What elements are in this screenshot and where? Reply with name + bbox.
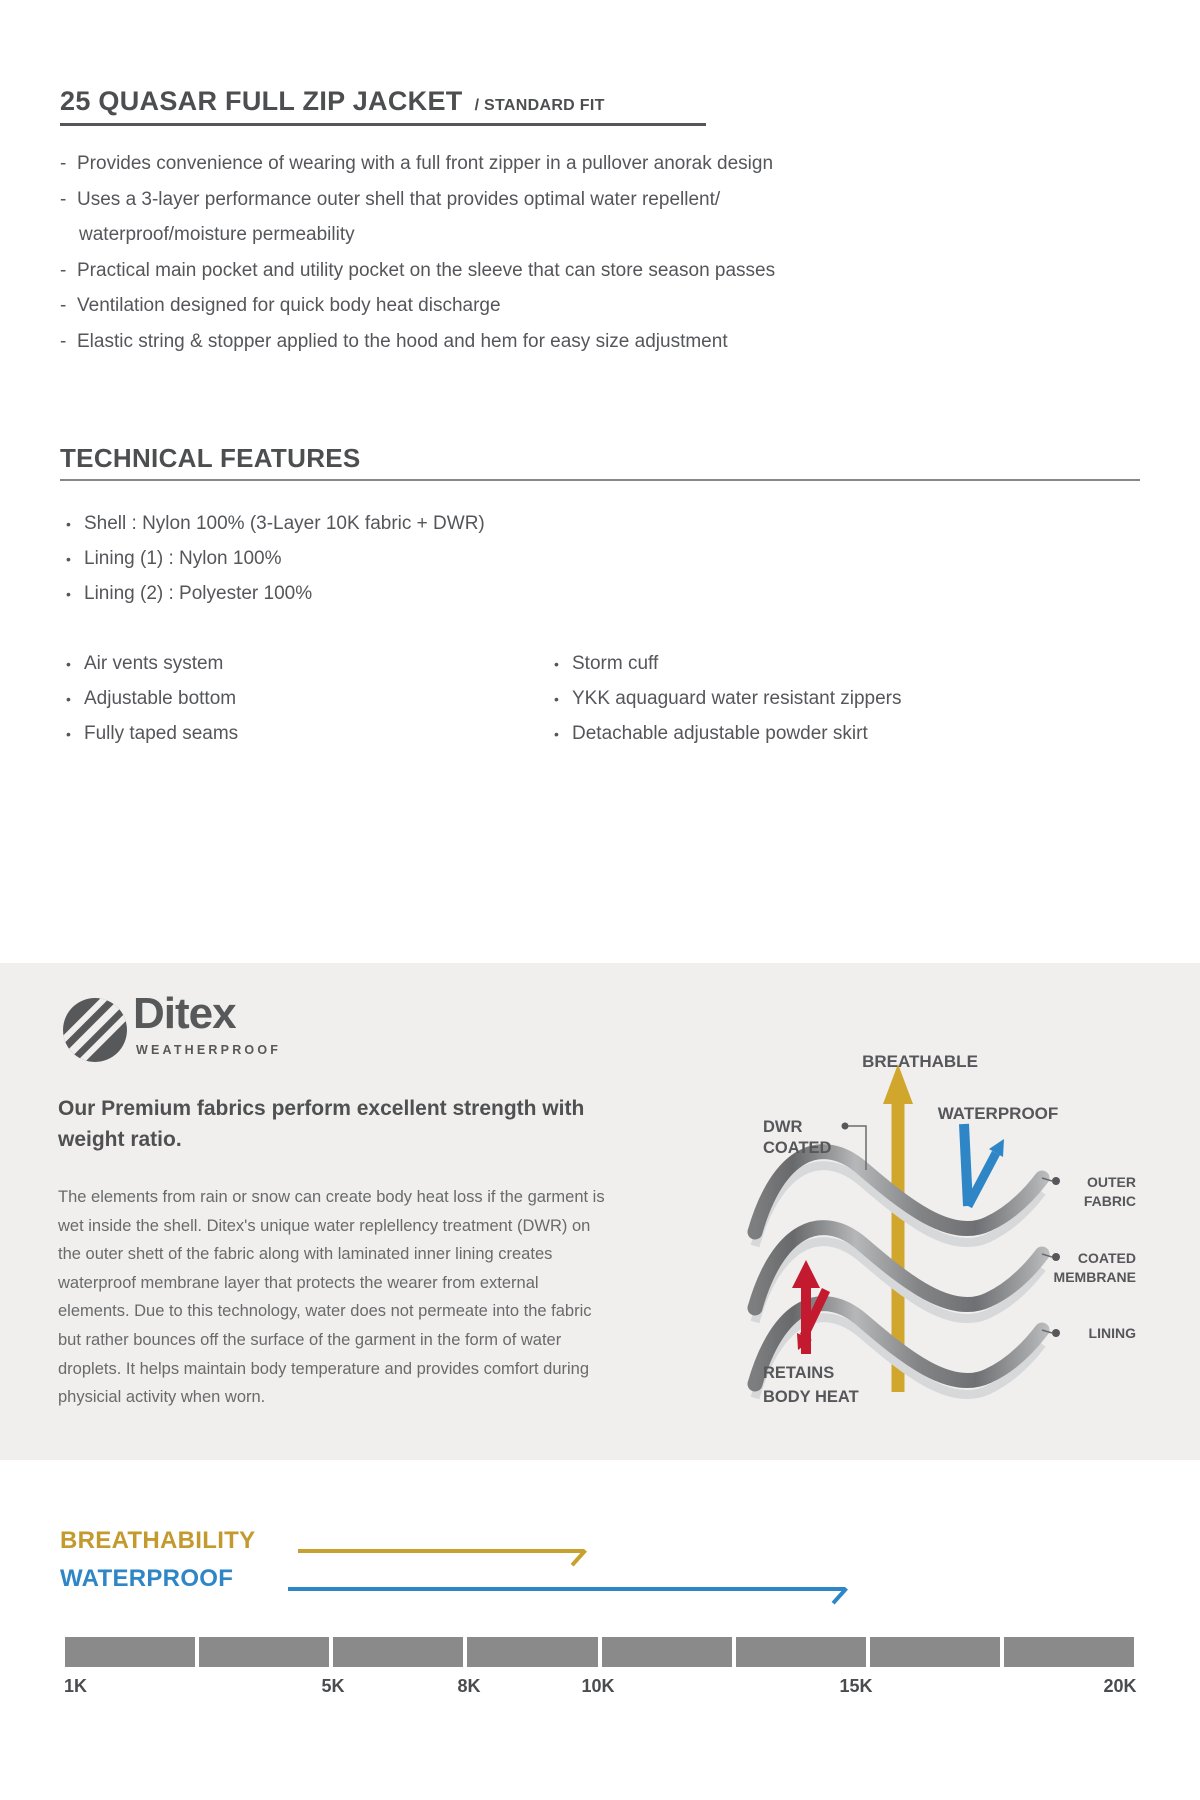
scale-tick-8k: 8K <box>457 1676 481 1696</box>
scale-segment <box>870 1637 1000 1667</box>
feature-item: • Air vents system <box>64 646 494 681</box>
coated-membrane-label-line2: MEMBRANE <box>1053 1269 1136 1285</box>
retains-label-line1: RETAINS <box>763 1364 835 1382</box>
features-column-left <box>64 646 494 751</box>
panel-body-text: The elements from rain or snow can create body heat loss if the garment is wet inside the shell. Ditex's unique water replellency treatment (DWR) on the outer shett of the fabric along with laminated inner lining creates waterproof membrane layer that protects the wearer from external elements. Due to this technology, water does not permeate into the fabric but rather bounces off the surface of the garment in the form of water droplets. It helps maintain body temperature and provides comfort during physicial activity when worn. <box>58 1188 605 1407</box>
feature-item: • Fully taped seams <box>64 716 494 751</box>
brand-name: Ditex <box>133 989 236 1038</box>
intro-bullet-list <box>60 146 940 359</box>
breathability-series-label: BREATHABILITY <box>60 1527 256 1554</box>
intro-bullet: - Ventilation designed for quick body heat discharge <box>60 288 940 324</box>
waterproof-arrow <box>964 1124 1004 1206</box>
material-item: • Lining (2) : Polyester 100% <box>64 576 764 611</box>
feature-item: • Storm cuff <box>552 646 1072 681</box>
rating-scale-bar <box>65 1637 1134 1667</box>
scale-tick-5k: 5K <box>321 1676 345 1696</box>
ditex-panel <box>0 963 1200 1460</box>
title-underline <box>60 123 706 126</box>
scale-tick-15k: 15K <box>839 1676 873 1696</box>
scale-tick-20k: 20K <box>1103 1676 1137 1696</box>
materials-list <box>64 506 764 611</box>
scale-segment <box>736 1637 866 1667</box>
intro-bullet: - Provides convenience of wearing with a full front zipper in a pullover anorak design <box>60 146 940 182</box>
scale-tick-10k: 10K <box>581 1676 615 1696</box>
intro-bullet: - Uses a 3-layer performance outer shell that provides optimal water repellent/ <box>60 182 940 218</box>
product-title: 25 QUASAR FULL ZIP JACKET <box>60 86 463 116</box>
fit-label: / STANDARD FIT <box>474 97 605 114</box>
brand-subtitle: WEATHERPROOF <box>136 1043 282 1057</box>
feature-item: • Adjustable bottom <box>64 681 494 716</box>
breathability-line <box>298 1549 584 1553</box>
technical-features-underline <box>60 479 1140 481</box>
intro-bullet-continuation: waterproof/moisture permeability <box>79 224 355 245</box>
fabric-layers-diagram <box>630 1020 1140 1420</box>
page-title-row <box>60 86 605 117</box>
scale-segment <box>65 1637 195 1667</box>
scale-segment <box>467 1637 597 1667</box>
breathable-label: BREATHABLE <box>862 1052 978 1071</box>
dwr-label-line2: COATED <box>763 1139 832 1157</box>
coated-membrane-label-line1: COATED <box>1077 1250 1136 1266</box>
scale-tick-1k: 1K <box>64 1676 88 1696</box>
technical-features-heading: TECHNICAL FEATURES <box>60 443 361 473</box>
intro-bullet: - Practical main pocket and utility pocket on the sleeve that can store season passes <box>60 253 940 289</box>
lining-label: LINING <box>1088 1325 1136 1341</box>
retains-label-line2: BODY HEAT <box>763 1388 859 1406</box>
ditex-logo-icon <box>62 997 128 1063</box>
waterproof-label: WATERPROOF <box>937 1104 1059 1123</box>
material-item: • Shell : Nylon 100% (3-Layer 10K fabric + DWR) <box>64 506 764 541</box>
outer-fabric-label-line2: FABRIC <box>1083 1193 1136 1209</box>
features-column-right <box>552 646 1072 751</box>
material-item: • Lining (1) : Nylon 100% <box>64 541 764 576</box>
feature-item: • Detachable adjustable powder skirt <box>552 716 1072 751</box>
outer-fabric-label-line1: OUTER <box>1087 1174 1136 1190</box>
scale-segment <box>1004 1637 1134 1667</box>
scale-segment <box>602 1637 732 1667</box>
waterproof-line <box>288 1587 845 1591</box>
dwr-label-line1: DWR <box>763 1118 803 1136</box>
scale-segment <box>333 1637 463 1667</box>
waterproof-series-label: WATERPROOF <box>60 1565 234 1592</box>
intro-bullet: - Elastic string & stopper applied to the hood and hem for easy size adjustment <box>60 324 940 360</box>
fabric-wave-layers <box>755 1152 1042 1398</box>
panel-headline: Our Premium fabrics perform excellent strength with weight ratio. <box>58 1097 585 1151</box>
scale-segment <box>199 1637 329 1667</box>
feature-item: • YKK aquaguard water resistant zippers <box>552 681 1072 716</box>
